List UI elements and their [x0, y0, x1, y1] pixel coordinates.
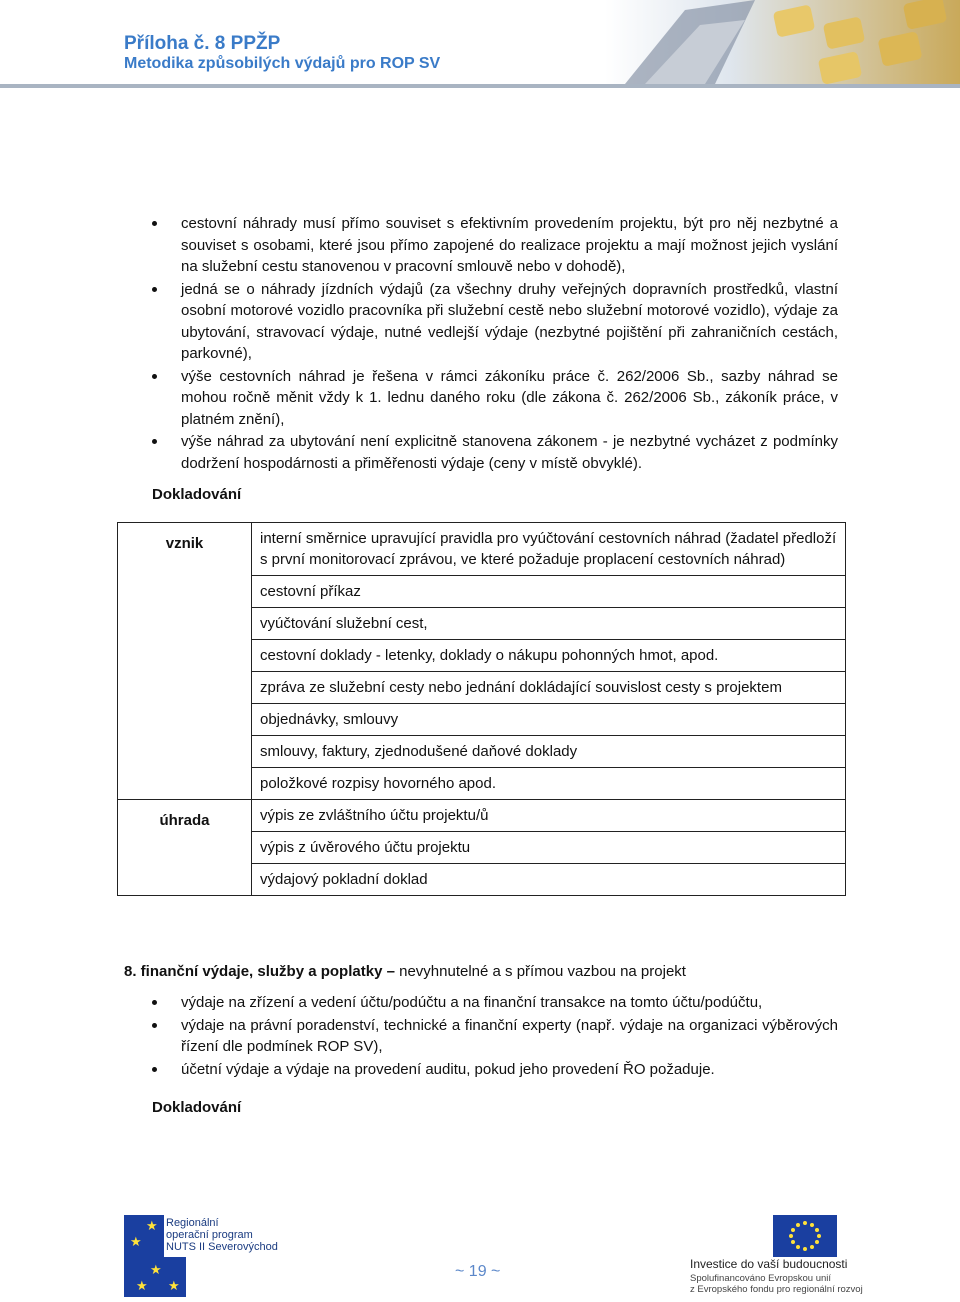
- page-footer: [0, 1205, 960, 1302]
- list-item: výdaje na zřízení a vedení účtu/podúčtu a na finanční transakce na tomto účtu/podúčtu,: [152, 992, 838, 1014]
- section-8-heading: 8. finanční výdaje, služby a poplatky: [124, 963, 383, 980]
- row-label-uhrada: úhrada: [118, 800, 252, 896]
- list-item: jedná se o náhrady jízdních výdajů (za všechny druhy veřejných dopravních prostředků, vlastní osobní motorové vozidlo pracovníka při služební cestě nebo služební motorové vozidlo), výdaje za ubytování, stravovací výdaje, nutné vedlejší výdaje (nezbytné pojištění při zahraničních cestách, parkovné),: [152, 279, 838, 365]
- eu-flag-icon: [773, 1215, 837, 1257]
- header-subtitle: Metodika způsobilých výdajů pro ROP SV: [124, 55, 441, 72]
- table-row: [118, 800, 846, 832]
- row-label-vznik: vznik: [118, 523, 252, 800]
- bullet-icon: [152, 287, 157, 292]
- list-item: cestovní náhrady musí přímo souviset s efektivním provedením projektu, být pro něj nezbytné a souviset s osobami, které jsou přímo zapojené do realizace projektu a mají možnost jejich vyslání na služební cestu stanovenou v pracovní smlouvě nebo v dohodě),: [152, 213, 838, 278]
- bullet-icon: [152, 374, 157, 379]
- star-icon: ★: [130, 1234, 142, 1249]
- star-icon: ★: [136, 1278, 148, 1293]
- section-8-description: nevyhnutelné a s přímou vazbou na projekt: [399, 963, 686, 980]
- table-row: [118, 523, 846, 576]
- section-heading-documentation: Dokladování: [152, 486, 242, 503]
- rop-logo-text: Regionální operační program NUTS II Severovýchod: [166, 1217, 278, 1253]
- header-rule: [0, 84, 960, 88]
- table-cell: cestovní příkaz: [252, 576, 846, 608]
- table-cell: zpráva ze služební cesty nebo jednání dokládající souvislost cesty s projektem: [252, 672, 846, 704]
- star-icon: ★: [146, 1218, 158, 1233]
- table-cell: výpis ze zvláštního účtu projektu/ů: [252, 800, 846, 832]
- header-keyboard-photo: [605, 0, 960, 84]
- bullet-icon: [152, 1000, 157, 1005]
- bullet-icon: [152, 1067, 157, 1072]
- bullet-icon: [152, 221, 157, 226]
- section-8-dash: –: [386, 963, 395, 980]
- section-heading-documentation-2: Dokladování: [152, 1099, 242, 1116]
- table-cell: výpis z úvěrového účtu projektu: [252, 832, 846, 864]
- list-item: účetní výdaje a výdaje na provedení auditu, pokud jeho provedení ŘO požaduje.: [152, 1059, 838, 1081]
- section-8-title: [124, 963, 686, 980]
- travel-rules-list: [152, 213, 838, 475]
- star-icon: ★: [168, 1278, 180, 1293]
- financial-expenses-list: [152, 992, 838, 1081]
- page-header: [0, 0, 960, 88]
- star-icon: ★: [150, 1262, 162, 1277]
- list-item: výdaje na právní poradenství, technické a finanční experty (např. výdaje na organizaci výběrových řízení dle podmínek ROP SV),: [152, 1015, 838, 1058]
- bullet-icon: [152, 1023, 157, 1028]
- header-title: Příloha č. 8 PPŽP: [124, 33, 281, 54]
- eu-logo-text: Investice do vaší budoucnosti Spolufinancováno Evropskou unií z Evropského fondu pro regionální rozvoj: [690, 1257, 863, 1295]
- documentation-table: [117, 522, 846, 896]
- bullet-icon: [152, 439, 157, 444]
- page-number: ~ 19 ~: [455, 1263, 501, 1280]
- list-item: výše cestovních náhrad je řešena v rámci zákoníku práce č. 262/2006 Sb., sazby náhrad se mohou ročně měnit vždy k 1. lednu daného roku (dle zákona č. 262/2006 Sb., zákoník práce, v platném znění),: [152, 366, 838, 431]
- table-cell: výdajový pokladní doklad: [252, 864, 846, 896]
- table-cell: cestovní doklady - letenky, doklady o nákupu pohonných hmot, apod.: [252, 640, 846, 672]
- table-cell: objednávky, smlouvy: [252, 704, 846, 736]
- table-cell: vyúčtování služební cest,: [252, 608, 846, 640]
- table-cell: položkové rozpisy hovorného apod.: [252, 768, 846, 800]
- table-cell: interní směrnice upravující pravidla pro vyúčtování cestovních náhrad (žadatel předloží s první monitorovací zprávou, ve které požaduje proplacení cestovních náhrad): [252, 523, 846, 576]
- table-cell: smlouvy, faktury, zjednodušené daňové doklady: [252, 736, 846, 768]
- list-item: výše náhrad za ubytování není explicitně stanovena zákonem - je nezbytné vycházet z podmínky dodržení hospodárnosti a přiměřenosti výdaje (ceny v místě obvyklé).: [152, 431, 838, 474]
